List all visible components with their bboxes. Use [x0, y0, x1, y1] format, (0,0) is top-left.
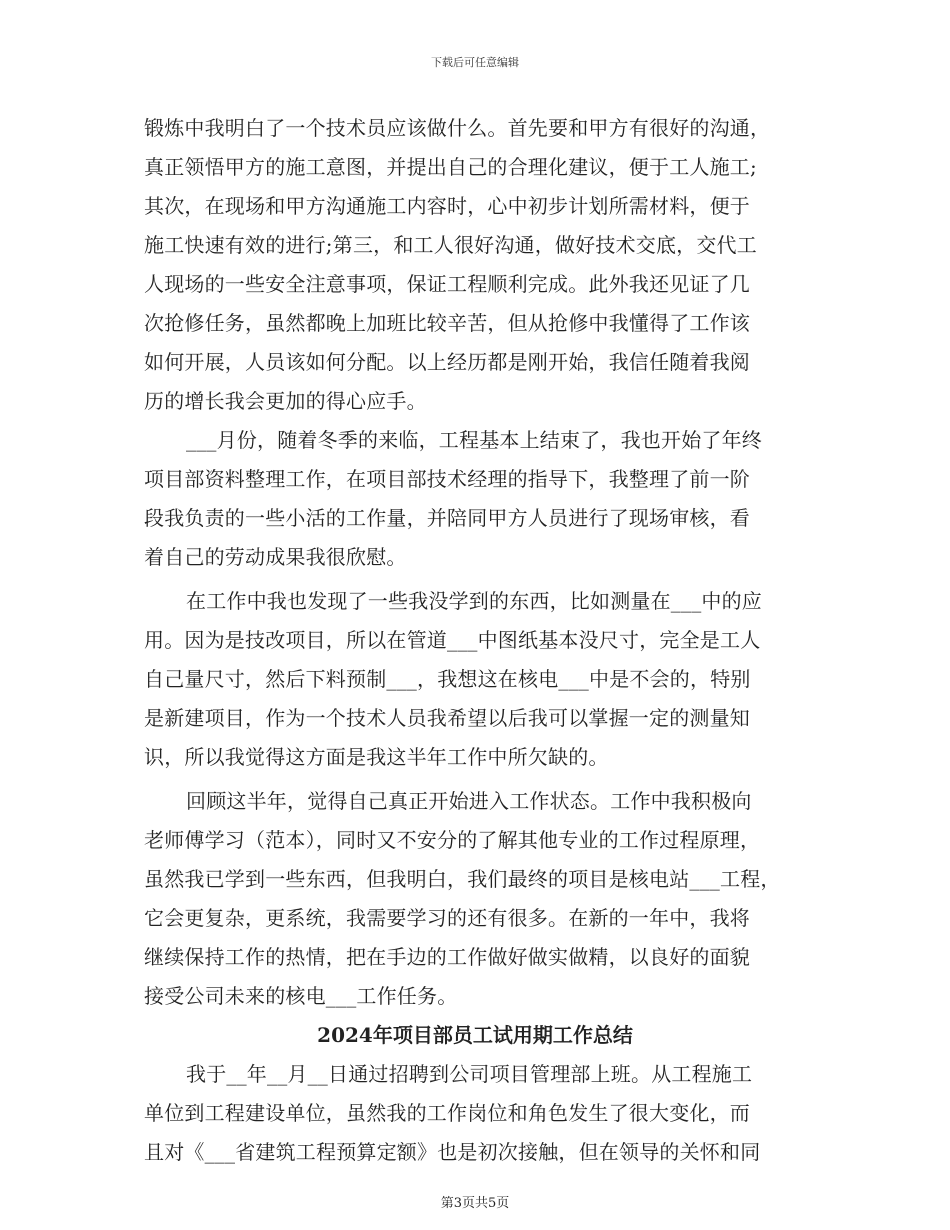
paragraph-start: ___月份，随着冬季的来临，工程基本上结束了，我也开始了年终 [186, 428, 762, 452]
section-title: 2024年项目部员工试用期工作总结 [317, 1023, 633, 1047]
text-line: 其次，在现场和甲方沟通施工内容时，心中初步计划所需材料，便于 [144, 194, 750, 218]
text-line: 虽然我已学到一些东西，但我明白，我们最终的项目是核电站___工程， [144, 867, 781, 891]
text-line: 继续保持工作的热情，把在手边的工作做好做实做精，以良好的面貌 [144, 945, 750, 969]
text-line: 是新建项目，作为一个技术人员我希望以后我可以掌握一定的测量知 [144, 706, 750, 730]
text-line: 如何开展，人员该如何分配。以上经历都是刚开始，我信任随着我阅 [144, 350, 750, 374]
text-line: 它会更复杂，更系统，我需要学习的还有很多。在新的一年中，我将 [144, 906, 750, 930]
page-number: 第3页共5页 [440, 1196, 510, 1211]
text-line: 且对《___省建筑工程预算定额》也是初次接触，但在领导的关怀和同 [144, 1140, 761, 1164]
text-line: 识，所以我觉得这方面是我这半年工作中所欠缺的。 [144, 745, 609, 769]
text-line: 锻炼中我明白了一个技术员应该做什么。首先要和甲方有很好的沟通， [144, 116, 771, 140]
text-line: 段我负责的一些小活的工作量，并陪同甲方人员进行了现场审核，看 [144, 506, 750, 530]
text-line: 着自己的劳动成果我很欣慰。 [144, 545, 407, 569]
text-line: 用。因为是技改项目，所以在管道___中图纸基本没尺寸，完全是工人 [144, 628, 761, 652]
text-line: 自己量尺寸，然后下料预制___，我想这在核电___中是不会的，特别 [144, 667, 751, 691]
text-line: 项目部资料整理工作，在项目部技术经理的指导下，我整理了前一阶 [144, 467, 750, 491]
text-line: 接受公司未来的核电___工作任务。 [144, 984, 458, 1008]
text-line: 真正领悟甲方的施工意图，并提出自己的合理化建议，便于工人施工; [144, 155, 757, 179]
text-line: 次抢修任务，虽然都晚上加班比较辛苦，但从抢修中我懂得了工作该 [144, 311, 750, 335]
text-line: 施工快速有效的进行;第三，和工人很好沟通，做好技术交底，交代工 [144, 233, 757, 257]
text-line: 人现场的一些安全注意事项，保证工程顺利完成。此外我还见证了几 [144, 272, 750, 296]
text-line: 老师傅学习（范本），同时又不安分的了解其他专业的工作过程原理， [144, 828, 761, 852]
text-line: 单位到工程建设单位，虽然我的工作岗位和角色发生了很大变化，而 [144, 1101, 750, 1125]
paragraph-start: 在工作中我也发现了一些我没学到的东西，比如测量在___中的应 [186, 589, 762, 613]
paragraph-start: 我于__年__月__日通过招聘到公司项目管理部上班。从工程施工 [186, 1062, 753, 1086]
paragraph-start: 回顾这半年，觉得自己真正开始进入工作状态。工作中我积极向 [186, 789, 752, 813]
page-header-note: 下载后可任意编辑 [431, 56, 519, 69]
text-line: 历的增长我会更加的得心应手。 [144, 389, 427, 413]
